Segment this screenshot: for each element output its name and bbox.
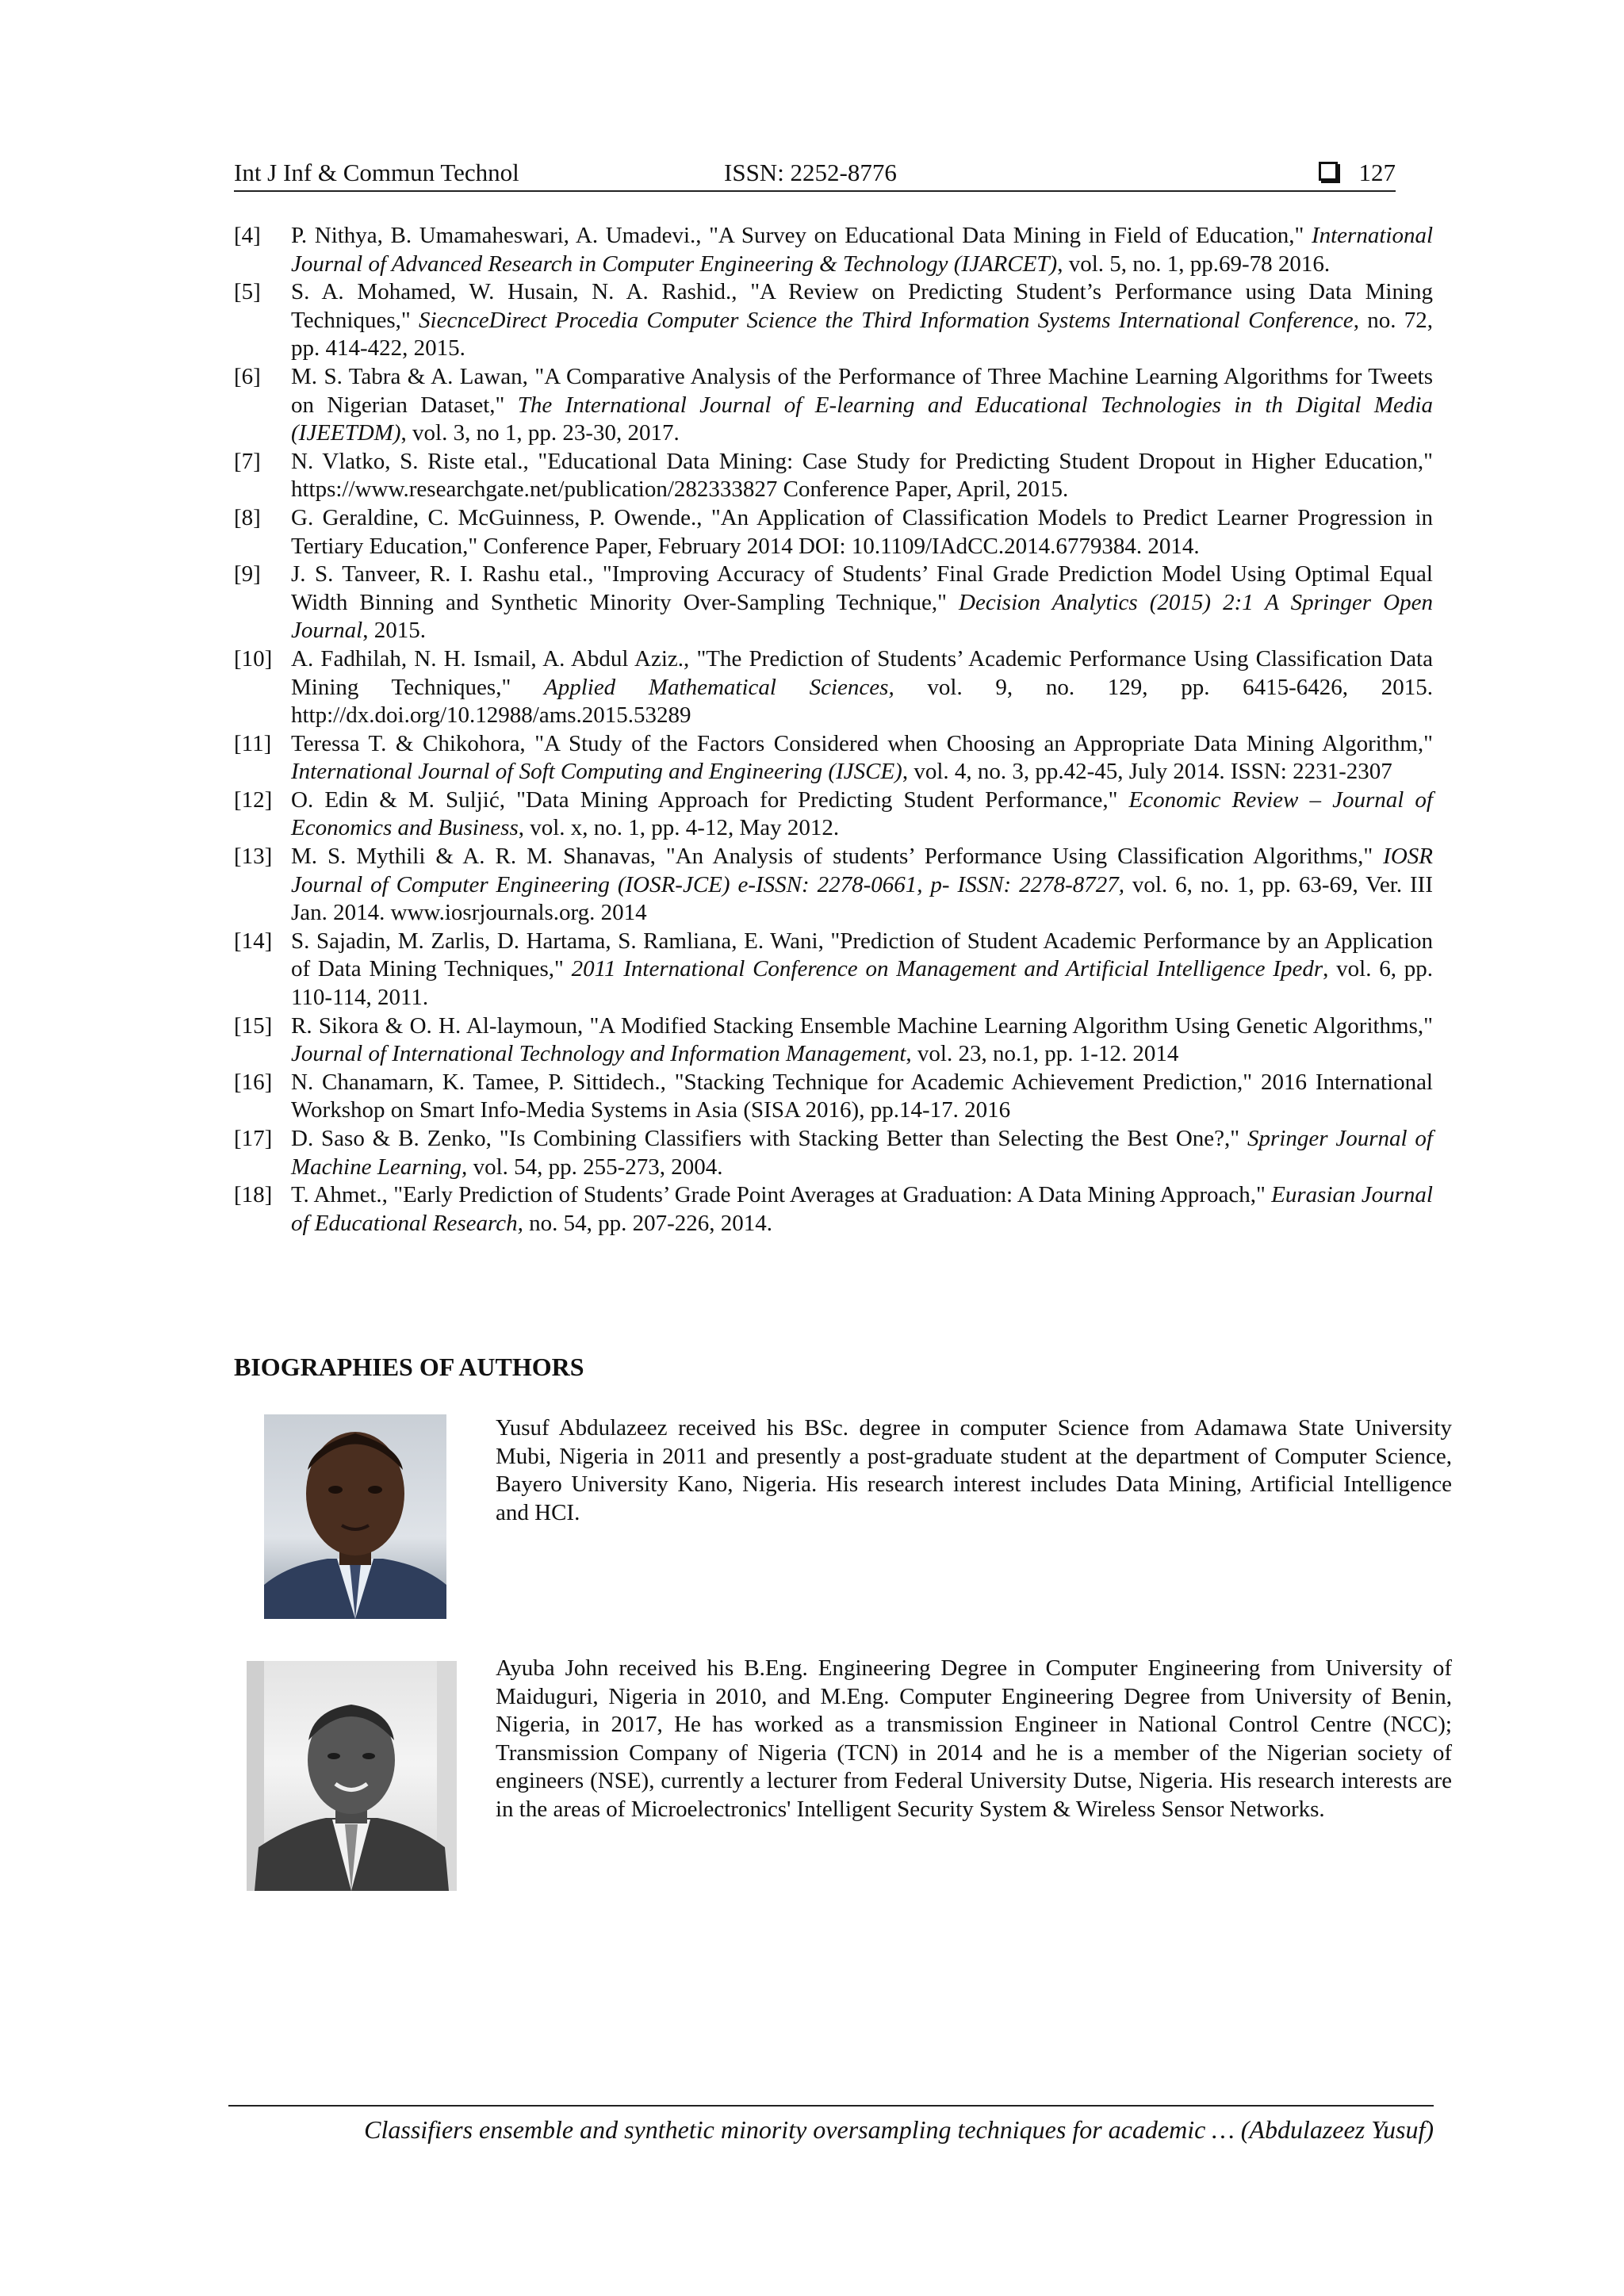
author-photo-ayuba <box>247 1661 457 1891</box>
reference-details: , no. 72, pp. 414-422, 2015. <box>291 307 1433 362</box>
portrait-placeholder-icon <box>264 1414 446 1619</box>
reference-number: [4] <box>234 223 261 248</box>
reference-text: J. S. Tanveer, R. I. Rashu etal., "Improving Accuracy of Students’ Final Grade Prediction Model Using Optimal Equal Width Binning and Synthetic Minority Over-Sampling Technique," <box>291 561 1433 615</box>
reference-details: , vol. 5, no. 1, pp.69-78 2016. <box>1057 251 1331 277</box>
portrait-placeholder-icon <box>247 1661 457 1891</box>
reference-details: vol. 54, pp. 255-273, 2004. <box>467 1154 723 1180</box>
reference-text: R. Sikora & O. H. Al-laymoun, "A Modified Stacking Ensemble Machine Learning Algorithm Using Genetic Algorithms," <box>291 1012 1433 1039</box>
reference-text: P. Nithya, B. Umamaheswari, A. Umadevi., "A Survey on Educational Data Mining in Field of Education," <box>291 223 1312 248</box>
reference-number: [16] <box>234 1069 273 1095</box>
reference-details: , vol. 23, no.1, pp. 1-12. 2014 <box>906 1041 1179 1067</box>
reference-details: , vol. 6, pp. 110-114, 2011. <box>291 956 1433 1011</box>
reference-venue: SiecnceDirect Procedia Computer Science the Third Information Systems International Conference <box>419 307 1354 333</box>
reference-text: N. Chanamarn, K. Tamee, P. Sittidech., "Stacking Technique for Academic Achievement Prediction," 2016 International Workshop on Smart Info-Media Systems in Asia (SISA 2016), pp.14-17. 2016 <box>291 1069 1433 1123</box>
reference-text: M. S. Mythili & A. R. M. Shanavas, "An Analysis of students’ Performance Using Classification Algorithms," <box>291 844 1384 870</box>
reference-number: [17] <box>234 1126 273 1151</box>
reference-details: no. 54, pp. 207-226, 2014. <box>523 1210 773 1236</box>
issn: ISSN: 2252-8776 <box>724 159 897 186</box>
reference-text: Teressa T. & Chikohora, "A Study of the Factors Considered when Choosing an Appropriate Data Mining Algorithm," <box>291 730 1433 756</box>
reference-item <box>234 730 1433 786</box>
reference-venue: Springer Journal of Machine Learning, <box>291 1126 1433 1180</box>
reference-item <box>234 1069 1433 1125</box>
reference-item <box>234 363 1433 448</box>
reference-details: , vol. 3, no 1, pp. 23-30, 2017. <box>400 420 680 446</box>
reference-item <box>234 928 1433 1012</box>
author-bio-ayuba: Ayuba John received his B.Eng. Engineering Degree in Computer Engineering from University of Maiduguri, Nigeria in 2010, and M.Eng. Computer Engineering Degree from University of Benin, Nigeria, in 2017, He has worked as a transmission Engineer in National Control Centre (NCC); Transmission Company of Nigeria (TCN) in 2014 and he is a member of the Nigerian society of engineers (NSE), currently a lecturer from Federal University Dutse, Nigeria. His research interests are in the areas of Microelectronics' Intelligent Security System & Wireless Sensor Networks. <box>496 1655 1452 1822</box>
reference-details: , vol. x, no. 1, pp. 4-12, May 2012. <box>518 815 840 841</box>
reference-item <box>234 448 1433 504</box>
reference-number: [13] <box>234 844 273 870</box>
reference-venue: International Journal of Soft Computing and Engineering (IJSCE) <box>291 759 902 785</box>
reference-venue: IOSR Journal of Computer Engineering (IOSR-JCE) e-ISSN: 2278-0661, p- ISSN: 2278-8727, <box>291 844 1433 897</box>
reference-venue: International Journal of Advanced Research in Computer Engineering & Technology (IJARCET) <box>291 223 1433 277</box>
reference-item <box>234 561 1433 645</box>
reference-item <box>234 1181 1433 1238</box>
reference-venue: Economic Review – Journal of Economics and Business <box>291 786 1433 841</box>
reference-number: [7] <box>234 448 261 474</box>
reference-details: , vol. 4, no. 3, pp.42-45, July 2014. ISSN: 2231-2307 <box>902 759 1392 785</box>
reference-number: [5] <box>234 279 261 305</box>
reference-text: N. Vlatko, S. Riste etal., "Educational Data Mining: Case Study for Predicting Student Dropout in Higher Education," https://www.researchgate.net/publication/282333827 Conference Paper, April, 2015. <box>291 448 1433 503</box>
author-photo-yusuf <box>264 1414 446 1619</box>
reference-text: O. Edin & M. Suljić, "Data Mining Approach for Predicting Student Performance," <box>291 786 1129 813</box>
reference-text: A. Fadhilah, N. H. Ismail, A. Abdul Aziz., "The Prediction of Students’ Academic Performance Using Classification Data Mining Techniques," <box>291 645 1433 700</box>
reference-number: [15] <box>234 1012 273 1039</box>
reference-text: M. S. Tabra & A. Lawan, "A Comparative Analysis of the Performance of Three Machine Learning Algorithms for Tweets on Nigerian Dataset," <box>291 363 1433 418</box>
biographies-heading: BIOGRAPHIES OF AUTHORS <box>234 1353 584 1381</box>
reference-item <box>234 1125 1433 1181</box>
running-header <box>234 155 1396 192</box>
page-number: 127 <box>1358 159 1396 186</box>
reference-text: S. Sajadin, M. Zarlis, D. Hartama, S. Ramliana, E. Wani, "Prediction of Student Academic Performance by an Application of Data Mining Techniques," <box>291 928 1433 982</box>
reference-text: S. A. Mohamed, W. Husain, N. A. Rashid., "A Review on Predicting Student’s Performance using Data Mining Techniques," <box>291 279 1433 333</box>
reference-item <box>234 1012 1433 1069</box>
reference-text: T. Ahmet., "Early Prediction of Students’ Grade Point Averages at Graduation: A Data Mining Approach," <box>291 1182 1272 1208</box>
reference-number: [9] <box>234 561 261 587</box>
reference-item <box>234 843 1433 928</box>
reference-number: [10] <box>234 645 273 672</box>
reference-venue: Applied Mathematical Sciences, <box>543 674 894 700</box>
reference-text: G. Geraldine, C. McGuinness, P. Owende., "An Application of Classification Models to Predict Learner Progression in Tertiary Education," Conference Paper, February 2014 DOI: 10.1109/IAdCC.2014.6779384. 2014. <box>291 504 1433 559</box>
reference-number: [6] <box>234 363 261 389</box>
reference-item <box>234 504 1433 561</box>
reference-item <box>234 278 1433 363</box>
reference-number: [8] <box>234 504 261 530</box>
reference-list <box>234 222 1433 1238</box>
reference-number: [14] <box>234 928 273 954</box>
author-bio-yusuf: Yusuf Abdulazeez received his BSc. degree in computer Science from Adamawa State University Mubi, Nigeria in 2011 and presently a post-graduate student at the department of Computer Science, Bayero University Kano, Nigeria. His research interest includes Data Mining, Artificial Intelligence and HCI. <box>496 1415 1452 1525</box>
reference-item <box>234 645 1433 730</box>
reference-venue: Journal of International Technology and Information Management <box>291 1041 906 1067</box>
reference-number: [11] <box>234 730 272 756</box>
reference-number: [12] <box>234 786 273 813</box>
reference-number: [18] <box>234 1182 273 1208</box>
reference-item <box>234 222 1433 278</box>
square-bullet-icon <box>1319 162 1338 181</box>
reference-item <box>234 786 1433 843</box>
reference-venue: Eurasian Journal of Educational Research, <box>291 1182 1433 1236</box>
reference-venue: 2011 International Conference on Management and Artificial Intelligence Ipedr <box>571 956 1323 982</box>
reference-venue: The International Journal of E-learning and Educational Technologies in th Digital Media (IJEETDM) <box>291 392 1433 446</box>
reference-text: D. Saso & B. Zenko, "Is Combining Classifiers with Stacking Better than Selecting the Best One?," <box>291 1126 1247 1151</box>
reference-details: vol. 9, no. 129, pp. 6415-6426, 2015. http://dx.doi.org/10.12988/ams.2015.53289 <box>291 674 1433 729</box>
reference-details: , 2015. <box>362 618 426 644</box>
running-footer: Classifiers ensemble and synthetic minority oversampling techniques for academic … (Abdulazeez Yusuf) <box>228 2105 1434 2146</box>
reference-details: vol. 6, no. 1, pp. 63-69, Ver. III Jan. 2014. www.iosrjournals.org. 2014 <box>291 871 1433 926</box>
journal-abbrev: Int J Inf & Commun Technol <box>234 159 519 186</box>
reference-venue: Decision Analytics (2015) 2:1 A Springer Open Journal <box>291 589 1433 644</box>
